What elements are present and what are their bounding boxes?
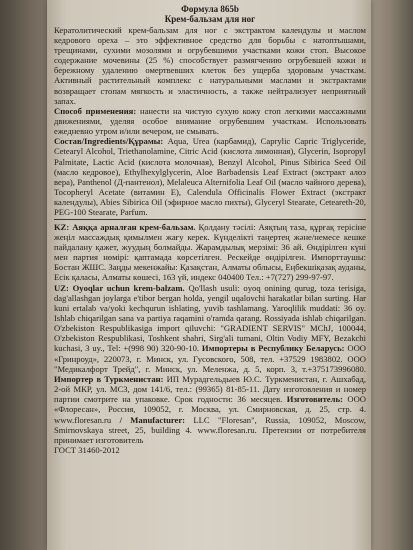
kz-section: [54, 222, 366, 283]
importers-heading: Импортеры в Республику Беларусь:: [201, 343, 345, 354]
kz-heading: KZ: Аяққа арналған крем-бальзам.: [54, 221, 196, 232]
gost-standard: ГОСТ 31460-2012: [54, 445, 120, 455]
ingredients-heading: Состав/Ingredients/Құрамы:: [54, 136, 164, 147]
uz-heading: UZ: Oyoqlar uchun krem-balzam.: [54, 282, 185, 293]
kz-text: Қолдану тәсілі: Аяқтың таза, құрғақ терісіне жеңіл массаждық қимылмен жағу керек. Күнделікті таңертең және/немесе кешке пайдалану қажет, жуудың болмайды. Жарамдылық мерзімі: 36 ай. Өндірілген күні мен партия нөмірі: қаптамада көрсетілген. Рескейде өндірілген. Импорттаушы: Бостан ЖШС. Заңды мекенжайы: Қазақстан, Алматы облысы, Еңбекшіқазақ ауданы, Есік қаласы, Алматы көшесі, 163 үй, индекс 040400 Тел.: +7(727) 299-97-97.: [54, 221, 367, 283]
label-text-block: [54, 4, 366, 455]
production-date-text: Дату изготовления и номер партии смотрите на упаковке. Срок годности: 36 месяцев.: [54, 384, 366, 405]
manufacturer-en-heading: / Manufacturer:: [119, 414, 186, 425]
product-title: Крем-бальзам для ног: [164, 14, 256, 25]
manufacturer-ru-text: ООО «Флоресан», Россия, 109052, г. Москва, ул. Смирновская, д. 25, стр. 4. www.floresan.ru: [54, 394, 366, 425]
usage-section: [54, 106, 366, 136]
usage-text: нанести на чистую сухую кожу стоп легкими массажными движениями, уделяя особое внимание огрубевшим участкам. Использовать ежедневно утром и/или вечером, не смывать.: [54, 105, 366, 137]
tm-importer-heading: Импортер в Туркменистан:: [54, 373, 164, 384]
manufacturer-heading: Изготовитель:: [286, 394, 343, 405]
manufacturer-en-text: LLC "Floresan", Russia, 109052, Moscow, Smirnovskaya street, 25, building 4. www.floresan.ru. Претензии от потребителя принимает изготовитель: [54, 414, 366, 445]
formula-number: Формула 865b: [181, 4, 239, 14]
tm-importer-text: ИП Мурадгельдыев Ю.С. Туркменистан, г. Ашхабад, 2-ой МКР, ул. МСЗ, дом 141/6, тел.: (99365) 81-85-11.: [54, 373, 366, 395]
ingredients-section: [54, 136, 366, 217]
product-label: [47, 0, 371, 550]
description-ru: Кератолитический крем-бальзам для ног с экстрактом календулы и маслом кедрового ореха – это эффективное средство для борьбы с натоптышами, трещинами, сухими мозолями и огрубевшими участками кожи стоп. Высокое содержание мочевины (25 %) способствует размягчению огрубевшей кожи и бережному удалению омертвевших клеток без ущерба здоровым участкам. Активный растительный комплекс с натуральными маслами и экстрактами возвращает стопам мягкость и эластичность, а также нейтрализует неприятный запах.: [54, 24, 366, 106]
importers-text: ООО «Гринроуд», 220073, г. Минск, ул. Гусовского, 508, тел. +37529 1983802. ООО "Медикалфорт Трейд", г. Минск, ул. Меленжа, д. 5, корп. 3, т.+375173996080.: [54, 343, 366, 374]
uz-section: [54, 283, 366, 446]
uz-text: Qo'llash usuli: oyoq onining qurug, toza terisiga, dag'allashgan joylarga e'tibor bergan holda, yengil uqalovchi harakatlar bilan surting. Har kuni ertalab va/yoki kechqurun ishlating, yuvib tashlamang. Yaroqlilik muddati: 36 oy. Ishlab chiqarilgan sana va partiya raqamini o'ramda qarang. Rossiyada ishlab chiqarilgan. O'zbekiston Respublikasiga import qiluvchi: "GRADIENT SERVIS" MChJ, 100044, O'zbekiston Respublikasi, Toshkent shahri, Sirg'ali tumani, Oltin Vodiy MFY, Bezakchi kuchasi, 3 uy., Tel: +(998 90) 320-90-10.: [54, 282, 366, 354]
ingredients-text: Aqua, Urea (карбамид), Caprylic Capric Triglyceride, Cetearyl Alcohol, Triethanolamine, Citric Acid (кислота лимонная), Glycerin, Isopropyl Palmitate, Lactic Acid (кислота молочная), Benzyl Alcohol, Pinus Sibirica Seed Oil (масло кедровое), Ethylhexylglycerin, Aloe Barbadensis Leaf Extract (экстракт алоэ вера), Panthenol (Д-пантенол), Melaleuca Alternifolia Leaf Oil (масло чайного дерева), Tocopheryl Acetate (витамин Е), Calendula Officinalis Flower Extract (экстракт календулы), Abies Sibirica Oil (эфирное масло пихты), Glyceryl Stearate, Ceteareth-20, PEG-100 Stearate, Parfum.: [54, 136, 367, 218]
usage-heading: Способ применения:: [54, 105, 137, 116]
divider-line: [54, 219, 366, 220]
